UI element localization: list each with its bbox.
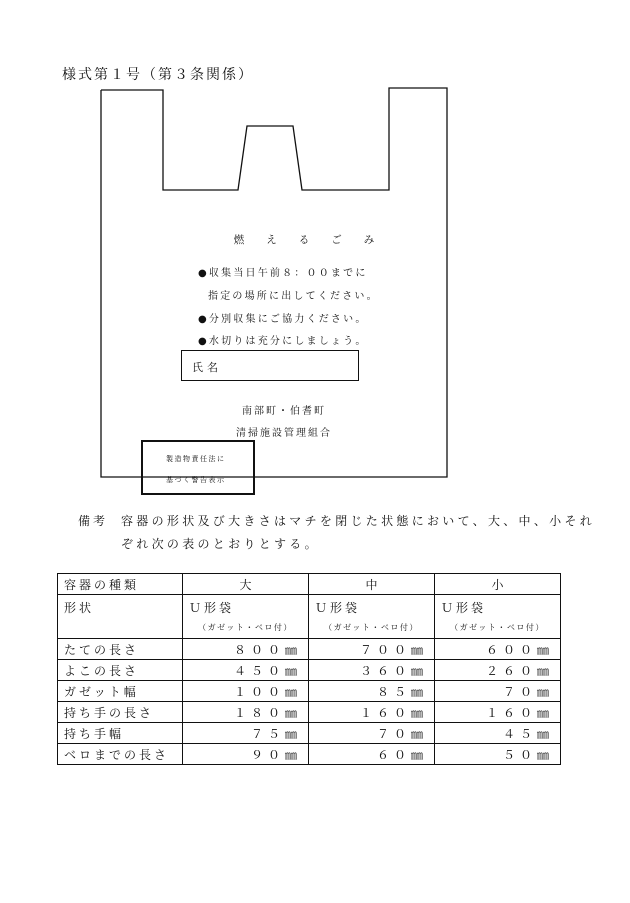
shape-value: Ｕ形袋 <box>315 601 361 615</box>
value-cell: １６０㎜ <box>309 702 435 723</box>
warning-line-2: 基づく警告表示 <box>166 476 226 484</box>
row-label: よこの長さ <box>58 660 183 681</box>
bag-rule-1: ●収集当日午前８：００までに <box>198 268 368 279</box>
shape-sub: （ガゼット・ベロ付） <box>450 623 545 632</box>
bag-rule-4: ●水切りは充分にしましょう。 <box>198 336 368 347</box>
value-cell: ８５㎜ <box>309 681 435 702</box>
issuer-line-1: 南部町・伯耆町 <box>242 406 326 417</box>
note-label: 備考 <box>78 514 109 528</box>
spec-table <box>57 573 561 765</box>
shape-value: Ｕ形袋 <box>441 601 487 615</box>
warning-line-1: 製造物責任法に <box>166 455 226 463</box>
row-label: 持ち手幅 <box>58 723 183 744</box>
name-label: 氏名 <box>192 361 222 374</box>
value-cell: ５０㎜ <box>435 744 561 765</box>
note-line-1: 容器の形状及び大きさはマチを閉じた状態において、大、中、小それ <box>121 514 596 528</box>
name-field-box <box>181 350 359 381</box>
value-cell: ９０㎜ <box>183 744 309 765</box>
value-cell: ２６０㎜ <box>435 660 561 681</box>
table-row <box>58 660 561 681</box>
bag-rule-3: ●分別収集にご協力ください。 <box>198 314 368 325</box>
table-row <box>58 639 561 660</box>
table-row <box>58 595 561 639</box>
value-cell: ３６０㎜ <box>309 660 435 681</box>
table-row <box>58 681 561 702</box>
value-cell: １００㎜ <box>183 681 309 702</box>
value-cell: ７０㎜ <box>309 723 435 744</box>
value-cell: ７５㎜ <box>183 723 309 744</box>
row-label: 形状 <box>58 595 183 639</box>
form-heading: 様式第１号（第３条関係） <box>62 67 254 83</box>
table-row <box>58 723 561 744</box>
row-label: 持ち手の長さ <box>58 702 183 723</box>
shape-cell <box>309 595 435 639</box>
header-cell: 大 <box>183 574 309 595</box>
table-row <box>58 744 561 765</box>
value-cell: ４５０㎜ <box>183 660 309 681</box>
note-line-2: ぞれ次の表のとおりとする。 <box>121 537 320 551</box>
value-cell: ６００㎜ <box>435 639 561 660</box>
bag-title: 燃えるごみ <box>233 234 397 246</box>
table-row <box>58 702 561 723</box>
row-label: たての長さ <box>58 639 183 660</box>
warning-label-box <box>141 440 255 495</box>
row-label: ガゼット幅 <box>58 681 183 702</box>
header-cell: 小 <box>435 574 561 595</box>
value-cell: ７０㎜ <box>435 681 561 702</box>
bag-outline <box>101 88 447 477</box>
shape-value: Ｕ形袋 <box>189 601 235 615</box>
shape-sub: （ガゼット・ベロ付） <box>324 623 419 632</box>
value-cell: １６０㎜ <box>435 702 561 723</box>
value-cell: ４５㎜ <box>435 723 561 744</box>
bag-rule-2: 指定の場所に出してください。 <box>208 291 379 302</box>
value-cell: １８０㎜ <box>183 702 309 723</box>
value-cell: ６０㎜ <box>309 744 435 765</box>
table-header-row <box>58 574 561 595</box>
shape-cell <box>435 595 561 639</box>
header-cell: 中 <box>309 574 435 595</box>
value-cell: ７００㎜ <box>309 639 435 660</box>
shape-cell <box>183 595 309 639</box>
issuer-line-2: 清掃施設管理組合 <box>236 428 332 439</box>
shape-sub: （ガゼット・ベロ付） <box>198 623 293 632</box>
row-label: ベロまでの長さ <box>58 744 183 765</box>
value-cell: ８００㎜ <box>183 639 309 660</box>
header-cell: 容器の種類 <box>58 574 183 595</box>
